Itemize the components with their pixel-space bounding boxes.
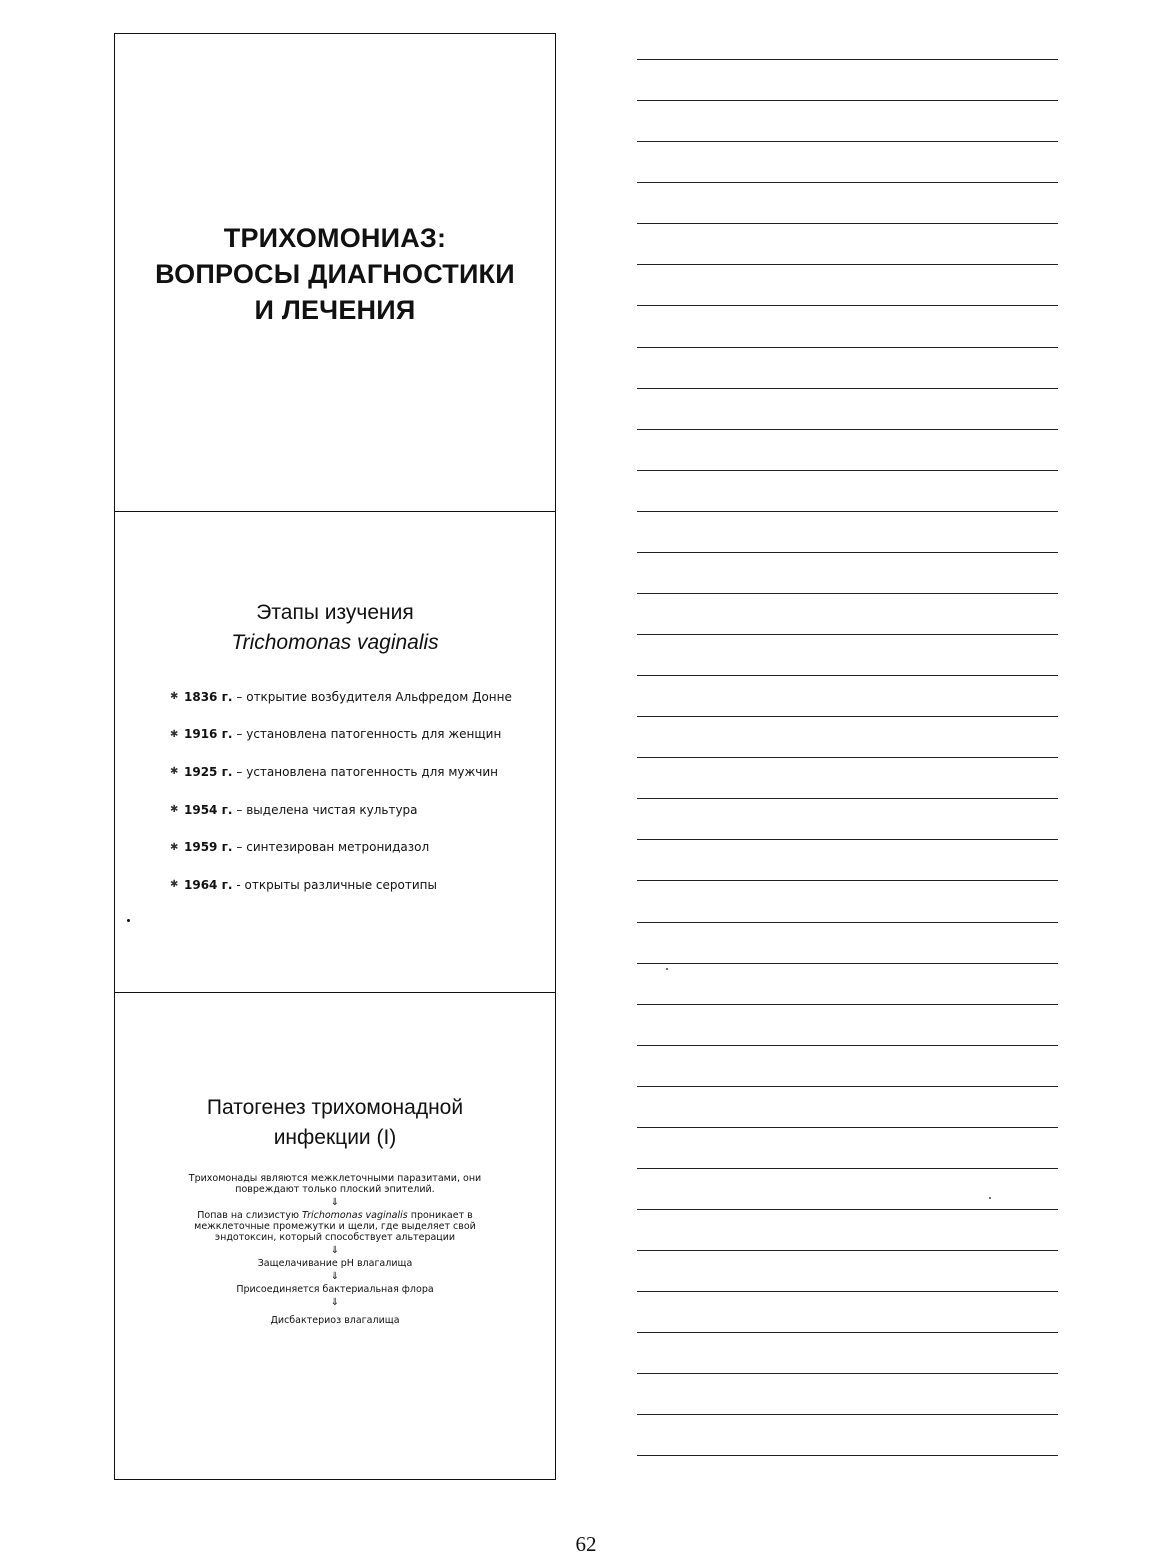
- note-line: [637, 100, 1058, 101]
- flow-step-species: Trichomonas vaginalis: [302, 1210, 408, 1221]
- note-line: [637, 264, 1058, 265]
- note-line: [637, 1373, 1058, 1374]
- notes-lines-area: [637, 0, 1058, 1500]
- list-item: [170, 753, 512, 791]
- slide-1-title-line: ВОПРОСЫ ДИАГНОСТИКИ: [155, 259, 515, 289]
- note-line: [637, 675, 1058, 676]
- slide-handout-column: [114, 33, 556, 1480]
- list-item: [170, 716, 512, 754]
- note-line: [637, 1127, 1058, 1128]
- event-text: – синтезирован метронидазол: [236, 840, 430, 855]
- note-line: [637, 1455, 1058, 1456]
- note-line: [637, 1414, 1058, 1415]
- down-arrow-icon: ⇓: [330, 1271, 340, 1282]
- event-year: 1954 г.: [184, 802, 233, 817]
- flow-step-line: Защелачивание pH влагалища: [257, 1258, 413, 1269]
- note-line: [637, 716, 1058, 717]
- flow-step-line: эндотоксин, который способствует альтерации: [214, 1232, 456, 1243]
- flow-step-prefix: Попав на слизистую: [197, 1210, 302, 1221]
- list-item: [170, 791, 512, 829]
- flow-step-line: повреждают только плоский эпителий.: [235, 1184, 435, 1195]
- slide-pathogenesis: [115, 993, 555, 1481]
- note-line: [637, 223, 1058, 224]
- list-item: [170, 828, 512, 866]
- event-text: – открытие возбудителя Альфредом Донне: [236, 689, 512, 704]
- note-line: [637, 1291, 1058, 1292]
- event-text: – установлена патогенность для мужчин: [236, 764, 499, 779]
- note-line: [637, 182, 1058, 183]
- history-events-list: [170, 678, 512, 904]
- note-line: [637, 1250, 1058, 1251]
- slide-3-title: [115, 1093, 555, 1153]
- pathogenesis-flow: [155, 1173, 515, 1326]
- note-line: [637, 880, 1058, 881]
- event-text: - открыты различные серотипы: [236, 877, 437, 892]
- note-line: [637, 922, 1058, 923]
- star-bullet-icon: ✱: [170, 879, 179, 891]
- down-arrow-icon: ⇓: [330, 1297, 340, 1308]
- event-year: 1925 г.: [184, 764, 233, 779]
- star-bullet-icon: ✱: [170, 841, 179, 853]
- scan-speck: [127, 919, 130, 922]
- note-line: [637, 429, 1058, 430]
- event-text: – выделена чистая культура: [236, 802, 418, 817]
- flow-step-line: Дисбактериоз влагалища: [270, 1315, 400, 1326]
- slide-1-title-line: ТРИХОМОНИАЗ:: [223, 223, 447, 253]
- note-line: [637, 59, 1058, 60]
- flow-step-line: Присоединяется бактериальная флора: [236, 1284, 434, 1295]
- star-bullet-icon: ✱: [170, 728, 179, 740]
- note-line: [637, 552, 1058, 553]
- note-line: [637, 593, 1058, 594]
- note-line: [637, 798, 1058, 799]
- event-year: 1916 г.: [184, 727, 233, 742]
- event-year: 1959 г.: [184, 840, 233, 855]
- flow-step-line: [155, 1210, 515, 1221]
- note-line: [637, 1086, 1058, 1087]
- note-line: [637, 1209, 1058, 1210]
- page-number: 62: [575, 1532, 597, 1556]
- note-line: [637, 634, 1058, 635]
- note-line: [637, 1004, 1058, 1005]
- list-item: [170, 866, 512, 904]
- note-line: [637, 305, 1058, 306]
- star-bullet-icon: ✱: [170, 691, 179, 703]
- slide-1-title-line: И ЛЕЧЕНИЯ: [254, 295, 416, 325]
- note-line: [637, 963, 1058, 964]
- note-line: [637, 511, 1058, 512]
- slide-2-title: [115, 598, 555, 658]
- note-line: [637, 347, 1058, 348]
- note-line: [637, 757, 1058, 758]
- down-arrow-icon: ⇓: [330, 1245, 340, 1256]
- slide-1-title: [115, 220, 555, 328]
- scan-speck: [666, 968, 668, 970]
- note-line: [637, 388, 1058, 389]
- slide-history: [115, 512, 555, 993]
- slide-2-title-main: Этапы изучения: [256, 601, 414, 624]
- flow-step-line: Трихомонады являются межклеточными паразитами, они: [188, 1173, 482, 1184]
- star-bullet-icon: ✱: [170, 804, 179, 816]
- list-item: [170, 678, 512, 716]
- event-year: 1964 г.: [184, 877, 233, 892]
- slide-2-title-species: Trichomonas vaginalis: [231, 631, 439, 654]
- flow-step-line: межклеточные промежутки и щели, где выделяет свой: [194, 1221, 476, 1232]
- event-text: – установлена патогенность для женщин: [236, 727, 502, 742]
- slide-title: [115, 34, 555, 512]
- star-bullet-icon: ✱: [170, 766, 179, 778]
- slide-3-title-line: инфекции (I): [273, 1126, 397, 1149]
- event-year: 1836 г.: [184, 689, 233, 704]
- note-line: [637, 839, 1058, 840]
- flow-step-suffix: проникает в: [407, 1210, 473, 1221]
- note-line: [637, 141, 1058, 142]
- note-line: [637, 470, 1058, 471]
- slide-3-title-line: Патогенез трихомонадной: [206, 1096, 464, 1119]
- down-arrow-icon: ⇓: [330, 1197, 340, 1208]
- note-line: [637, 1332, 1058, 1333]
- scan-speck: [989, 1197, 991, 1199]
- note-line: [637, 1168, 1058, 1169]
- note-line: [637, 1045, 1058, 1046]
